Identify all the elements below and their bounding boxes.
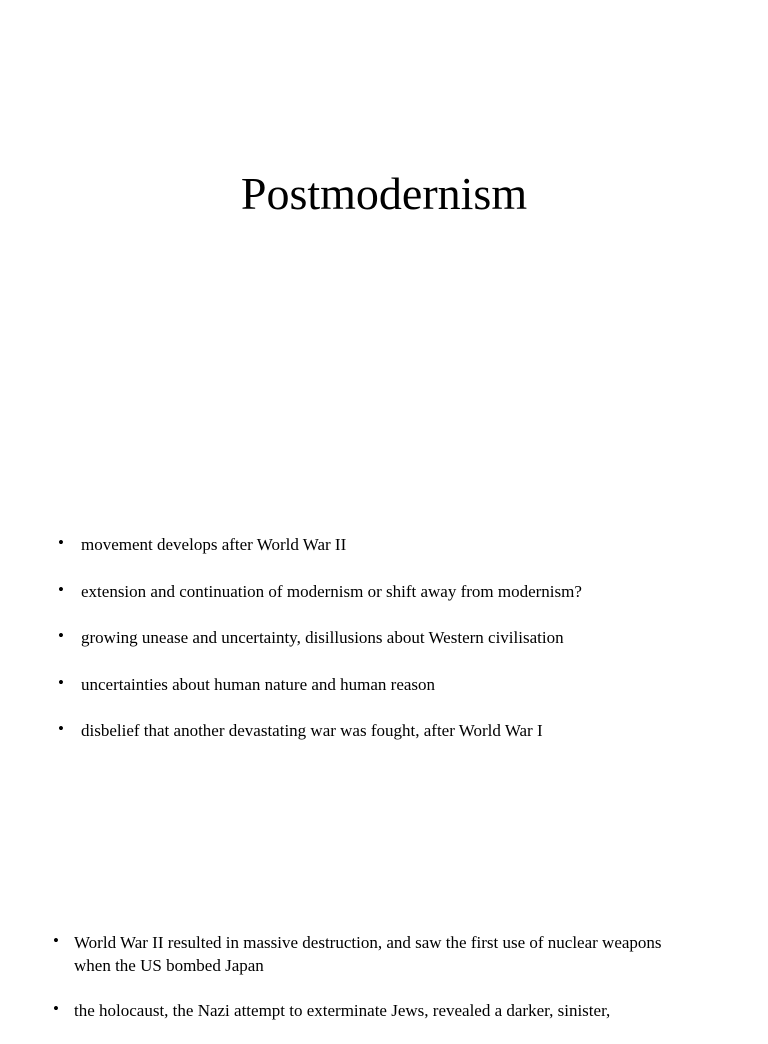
bullet-icon: • <box>58 672 64 692</box>
list-item-text: movement develops after World War II <box>81 535 347 554</box>
bullet-icon: • <box>53 931 59 950</box>
bullet-icon: • <box>58 719 64 738</box>
list-item <box>53 999 674 1022</box>
bullet-icon: • <box>53 999 59 1018</box>
bullet-icon: • <box>58 579 64 599</box>
list-item <box>53 931 674 977</box>
page-title: Postmodernism <box>240 168 528 219</box>
list-item-text: disbelief that another devastating war was fought, after World War I <box>81 721 543 740</box>
list-item-text: extension and continuation of modernism or shift away from modernism? <box>81 581 582 601</box>
bullet-icon: • <box>58 626 64 645</box>
bullet-icon: • <box>58 533 64 552</box>
list-item <box>58 673 748 696</box>
list-item-text: growing unease and uncertainty, disillusions about Western civilisation <box>81 628 564 647</box>
list-item-text: World War II resulted in massive destruction, and saw the first use of nuclear weapons when the US bombed Japan <box>74 933 662 975</box>
list-item <box>58 580 748 603</box>
bullet-list-intro <box>58 533 748 766</box>
list-item <box>58 719 748 742</box>
bullet-list-context <box>53 931 743 1044</box>
list-item <box>58 533 748 556</box>
list-item-text: uncertainties about human nature and human reason <box>81 674 436 694</box>
list-item <box>58 626 748 649</box>
list-item-text: the holocaust, the Nazi attempt to exterminate Jews, revealed a darker, sinister, <box>74 1001 611 1020</box>
